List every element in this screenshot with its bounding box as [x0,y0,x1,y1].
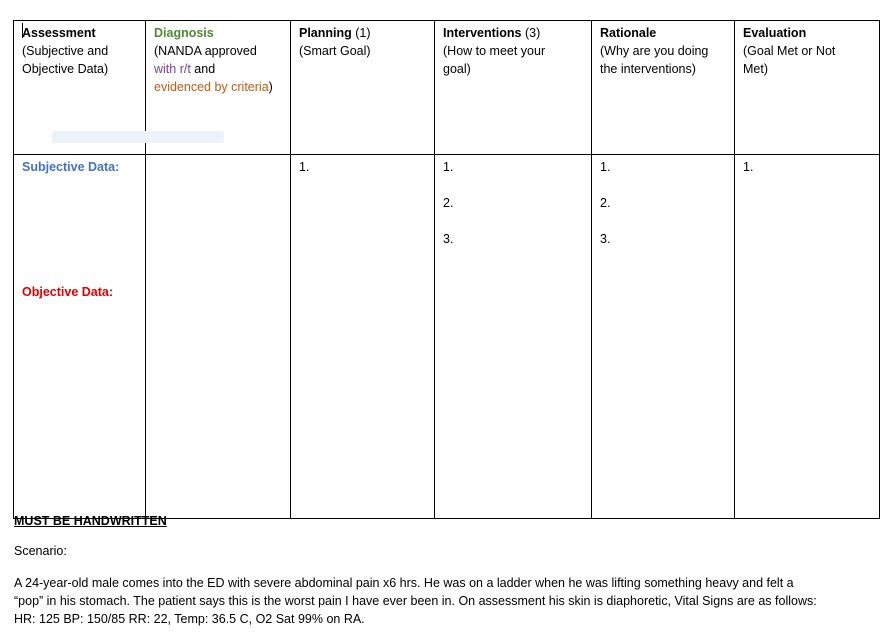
evaluation-title: Evaluation [743,26,807,40]
planning-sub-1: (Smart Goal) [299,44,371,58]
diagnosis-and: and [194,62,216,76]
scenario-text [14,574,874,628]
planning-title-row [299,24,428,42]
rationale-sub-2: the interventions) [600,62,696,76]
rationale-item: 2. [600,196,611,210]
assessment-sub-2: Objective Data) [22,62,109,76]
header-row [14,21,880,155]
planning-count: (1) [355,26,371,40]
rationale-item: 1. [600,160,611,174]
header-interventions[interactable] [435,21,592,155]
planning-title: Planning [299,26,352,40]
interventions-title: Interventions [443,26,522,40]
assessment-cell[interactable] [14,155,146,519]
evaluation-item: 1. [743,160,754,174]
objective-data-label: Objective Data: [22,285,114,299]
header-planning[interactable] [291,21,435,155]
diagnosis-title: Diagnosis [154,26,214,40]
subjective-data-label: Subjective Data: [22,160,120,174]
diagnosis-close: ) [268,80,273,94]
diagnosis-cell[interactable] [146,155,291,519]
assessment-sub-1: (Subjective and [22,44,109,58]
planning-item: 1. [299,160,310,174]
intervention-item: 2. [443,196,454,210]
body-row [14,155,880,519]
diagnosis-evidenced: evidenced by criteria [154,80,269,94]
planning-cell[interactable] [291,155,435,519]
must-be-handwritten-note: MUST BE HANDWRITTEN [14,514,167,528]
evaluation-sub-2: Met) [743,62,768,76]
scenario-line-2: “pop” in his stomach. The patient says this is the worst pain I have ever been in. On assessment his skin is diaphoretic, Vital Signs are as follows: [14,594,817,608]
scenario-label: Scenario: [14,544,67,558]
evaluation-cell[interactable] [735,155,880,519]
care-plan-table [13,20,880,519]
header-rationale[interactable] [592,21,735,155]
intervention-item: 3. [443,232,454,246]
scenario-line-1: A 24-year-old male comes into the ED with severe abdominal pain x6 hrs. He was on a ladder when he was lifting something heavy and felt a [14,576,794,590]
header-diagnosis[interactable] [146,21,291,155]
interventions-cell[interactable] [435,155,592,519]
diagnosis-rt: with r/t [154,62,191,76]
interventions-sub-2: goal) [443,62,471,76]
scenario-line-3: HR: 125 BP: 150/85 RR: 22, Temp: 36.5 C, O2 Sat 99% on RA. [14,612,365,626]
diagnosis-sub-1: (NANDA approved [154,44,257,58]
rationale-item: 3. [600,232,611,246]
header-evaluation[interactable] [735,21,880,155]
interventions-sub-1: (How to meet your [443,44,546,58]
intervention-item: 1. [443,160,454,174]
rationale-cell[interactable] [592,155,735,519]
rationale-title: Rationale [600,26,657,40]
assessment-title: Assessment [22,26,96,40]
interventions-count: (3) [524,26,541,40]
diagnosis-sub-2 [154,60,284,78]
evaluation-sub-1: (Goal Met or Not [743,44,836,58]
rationale-sub-1: (Why are you doing [600,44,709,58]
interventions-title-row [443,24,585,42]
diagnosis-sub-3 [154,78,284,96]
header-assessment[interactable] [14,21,146,155]
